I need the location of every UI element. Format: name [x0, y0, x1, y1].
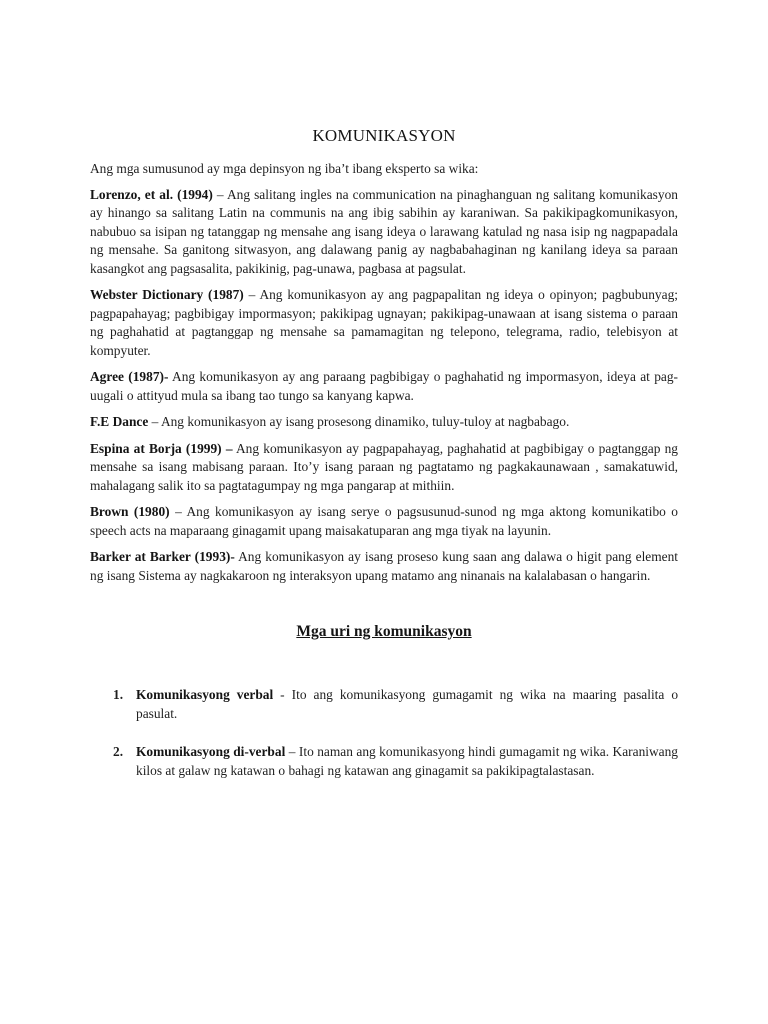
- definition-source: Brown (1980): [90, 504, 170, 519]
- definition-separator: –: [169, 504, 187, 519]
- definition-separator: –: [148, 414, 161, 429]
- definition-paragraph: [90, 548, 678, 585]
- definition-source: Barker at Barker (1993)-: [90, 549, 235, 564]
- definition-paragraph: [90, 186, 678, 279]
- definition-text: Ang komunikasyon ay isang proseso kung saan ang dalawa o higit pang element ng isang Sistema ay nagkakaroon ng interaksyon upang matamo ang ninanais na kalalabasan o hangarin.: [90, 549, 679, 583]
- definition-separator: –: [212, 186, 227, 202]
- definition-source: F.E Dance: [90, 414, 149, 429]
- type-separator: –: [285, 744, 299, 759]
- list-item: [90, 686, 678, 723]
- definition-text: Ang komunikasyon ay ang pagpapalitan ng ideya o opinyon; pagbubunyag; pagpapahayag; pagbibigay impormasyon; pakikipag ugnayan; pakikipag-unawaan at isang sistema o paraan ng paghahatid at pagtanggap ng mensahe sa pamamagitan ng telepono, telegrama, radio, telebisyon at kompyuter.: [90, 287, 678, 358]
- definition-text: Ang komunikasyon ay isang serye o pagsusunud-sunod ng mga aktong komunikatibo o speech acts na maparaang ginagamit upang maisakatuparan ang mga tiyak na layunin.: [90, 504, 678, 538]
- definition-source: Lorenzo, et al. (1994): [90, 186, 213, 202]
- type-term: Komunikasyong verbal: [136, 687, 274, 702]
- type-separator: -: [273, 687, 292, 702]
- definition-text: Ang komunikasyon ay isang prosesong dinamiko, tuluy-tuloy at nagbabago.: [160, 414, 570, 429]
- list-number: 2.: [113, 744, 124, 759]
- type-term: Komunikasyong di-verbal: [136, 744, 286, 759]
- definition-source: Webster Dictionary (1987): [90, 287, 244, 302]
- type-text: Ito ang komunikasyong gumagamit ng wika na maaring pasalita o pasulat.: [136, 687, 679, 721]
- types-list: [90, 686, 678, 780]
- definition-paragraph: [90, 368, 678, 405]
- document-title: KOMUNIKASYON: [312, 126, 456, 145]
- definition-source: Espina at Borja (1999) –: [90, 440, 233, 456]
- definition-paragraph: [90, 440, 678, 496]
- definition-source: Agree (1987)-: [90, 369, 169, 384]
- list-number: 1.: [113, 687, 124, 702]
- definition-text: Ang salitang ingles na communication na pinaghanguan ng salitang komunikasyon ay hinango sa salitang Latin na communis na ang ibig sabihin ay karaniwan. Sa pakikipagkomunikasyon, nabubuo sa isipan ng tatanggap ng mensahe ang isang ideya o larawang katulad ng nasa isip ng nagpapadala ng mensahe. Sa ganitong sitwasyon, ang dalawang panig ay nagbabahaginan ng kanilang ideya sa paraan kasangkot ang pagsasalita, pakikinig, pag-unawa, pagbasa at pagsulat.: [90, 186, 678, 276]
- intro-text: Ang mga sumusunod ay mga depinsyon ng iba’t ibang eksperto sa wika:: [90, 161, 479, 176]
- list-item: [90, 743, 678, 780]
- definition-text: Ang komunikasyon ay ang paraang pagbibigay o paghahatid ng impormasyon, ideya at pag-uugali o attityud mula sa ibang tao tungo sa kanyang kapwa.: [90, 369, 679, 403]
- definition-text: Ang komunikasyon ay pagpapahayag, paghahatid at pagbibigay o pagtanggap ng mensahe sa isang mabisang paraan. Ito’y isang paraan ng pagtatamo ng pagkakaunawaan , samakatuwid, mahalagang salik ito sa pagtatagumpay ng mga pangarap at mithiin.: [90, 440, 678, 493]
- definition-separator: –: [243, 287, 260, 302]
- definition-paragraph: [90, 413, 678, 432]
- type-text: Ito naman ang komunikasyong hindi gumagamit ng wika. Karaniwang kilos at galaw ng katawan o bahagi ng katawan ang ginagamit sa pakikipagtalastasan.: [136, 744, 678, 778]
- document-page: [90, 126, 678, 800]
- section-heading: Mga uri ng komunikasyon: [296, 623, 472, 640]
- definition-paragraph: [90, 503, 678, 540]
- definition-paragraph: [90, 286, 678, 360]
